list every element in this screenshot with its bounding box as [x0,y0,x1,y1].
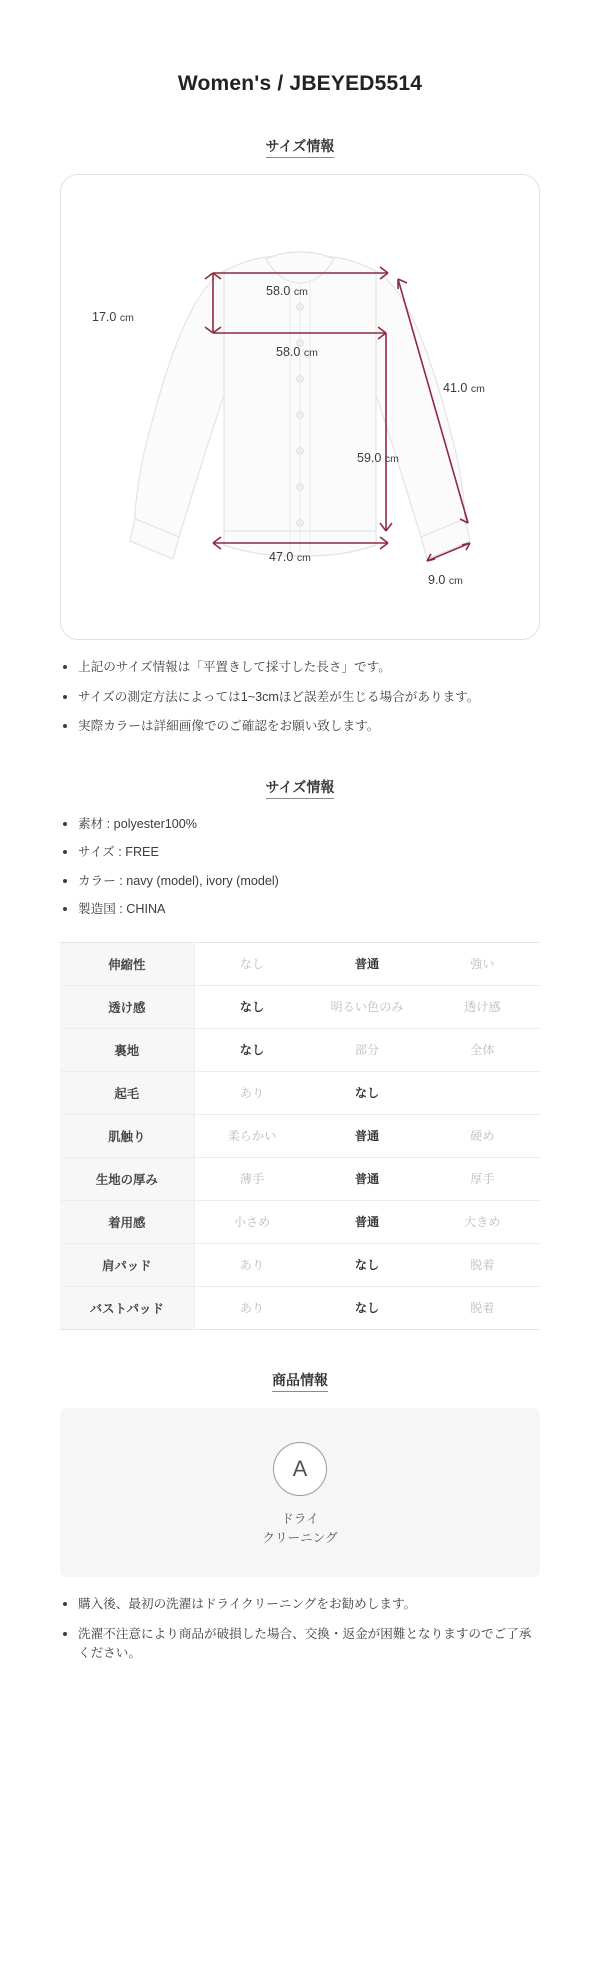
care-label-line1: ドライ [281,1511,319,1526]
dim-sleeve: 41.0 cm [443,381,485,395]
row-label: 伸縮性 [60,942,194,985]
list-item: 上記のサイズ情報は「平置きして採寸した長さ」です。 [60,658,540,678]
option-cell: 部分 [354,1043,380,1058]
option-cell: 大きめ [464,1215,501,1230]
dim-chest-top: 58.0 cm [266,284,308,298]
attribute-table [60,942,540,1330]
option-cell: なし [239,957,265,972]
row-label: 起毛 [60,1071,194,1114]
spec-list [60,815,540,920]
care-label [60,1510,540,1548]
size-notes-list [60,658,540,737]
option-cell-selected: 普通 [354,1129,380,1144]
option-cell-selected: なし [354,1258,380,1273]
dim-shoulder: 17.0 cm [92,310,134,324]
option-cell: あり [239,1086,265,1101]
option-cell: 脱着 [470,1258,495,1273]
option-cell-selected: 普通 [354,957,380,972]
option-cell: 薄手 [239,1172,265,1187]
table-row [60,942,540,985]
list-item: カラー : navy (model), ivory (model) [60,872,540,892]
option-cell: 小さめ [233,1215,271,1230]
table-row [60,1071,540,1114]
row-label: 裏地 [60,1028,194,1071]
option-cell: 硬め [470,1129,495,1144]
list-item: サイズ : FREE [60,843,540,863]
page-title: Women's / JBEYED5514 [177,72,423,95]
option-cell: 厚手 [470,1172,495,1187]
dim-cuff: 9.0 cm [428,573,463,587]
dry-clean-symbol: A [292,1455,308,1481]
option-cell: あり [239,1258,265,1273]
dry-clean-icon [273,1442,327,1496]
list-item: サイズの測定方法によっては1~3cmほど誤差が生じる場合があります。 [60,688,540,708]
table-row [60,1028,540,1071]
garment-illustration [61,175,539,640]
option-cell: あり [239,1301,265,1316]
list-item: 実際カラーは詳細画像でのご確認をお願い致します。 [60,717,540,737]
dim-hem: 47.0 cm [269,550,311,564]
option-cell-selected: 普通 [354,1215,380,1230]
table-row [60,1286,540,1329]
row-label: 肌触り [60,1114,194,1157]
option-cell-selected: なし [354,1086,380,1101]
product-info-heading-label: 商品情報 [272,1372,328,1392]
dim-length: 59.0 cm [357,451,399,465]
option-cell: 柔らかい [227,1129,277,1144]
dim-chest: 58.0 cm [276,345,318,359]
option-cell: 透け感 [464,1000,501,1015]
option-cell-selected: なし [239,1043,265,1058]
row-label: 生地の厚み [60,1157,194,1200]
table-row [60,985,540,1028]
size-info-heading [60,136,540,156]
care-label-line2: クリーニング [262,1530,338,1545]
table-row [60,1200,540,1243]
product-info-heading [60,1370,540,1390]
table-row [60,1114,540,1157]
row-label: 透け感 [60,985,194,1028]
option-cell-selected: 普通 [354,1172,380,1187]
table-row [60,1243,540,1286]
row-label: 着用感 [60,1200,194,1243]
row-label: バストパッド [60,1286,194,1329]
option-cell: 明るい色のみ [330,1000,404,1015]
table-row [60,1157,540,1200]
option-cell-empty [425,1071,540,1114]
list-item: 洗濯不注意により商品が破損した場合、交換・返金が困難となりますのでご了承ください。 [60,1625,540,1664]
list-item: 素材 : polyester100% [60,815,540,835]
list-item: 製造国 : CHINA [60,900,540,920]
option-cell: 全体 [470,1043,495,1058]
size-diagram [60,174,540,640]
list-item: 購入後、最初の洗濯はドライクリーニングをお勧めします。 [60,1595,540,1615]
size-info-heading-label: サイズ情報 [266,138,335,158]
care-instruction-card [60,1408,540,1578]
spec-heading-label: サイズ情報 [266,779,335,799]
option-cell: 強い [470,957,495,972]
option-cell: 脱着 [470,1301,495,1316]
care-notes-list [60,1595,540,1664]
option-cell-selected: なし [354,1301,380,1316]
spec-heading [60,777,540,797]
row-label: 肩パッド [60,1243,194,1286]
option-cell-selected: なし [239,1000,265,1015]
